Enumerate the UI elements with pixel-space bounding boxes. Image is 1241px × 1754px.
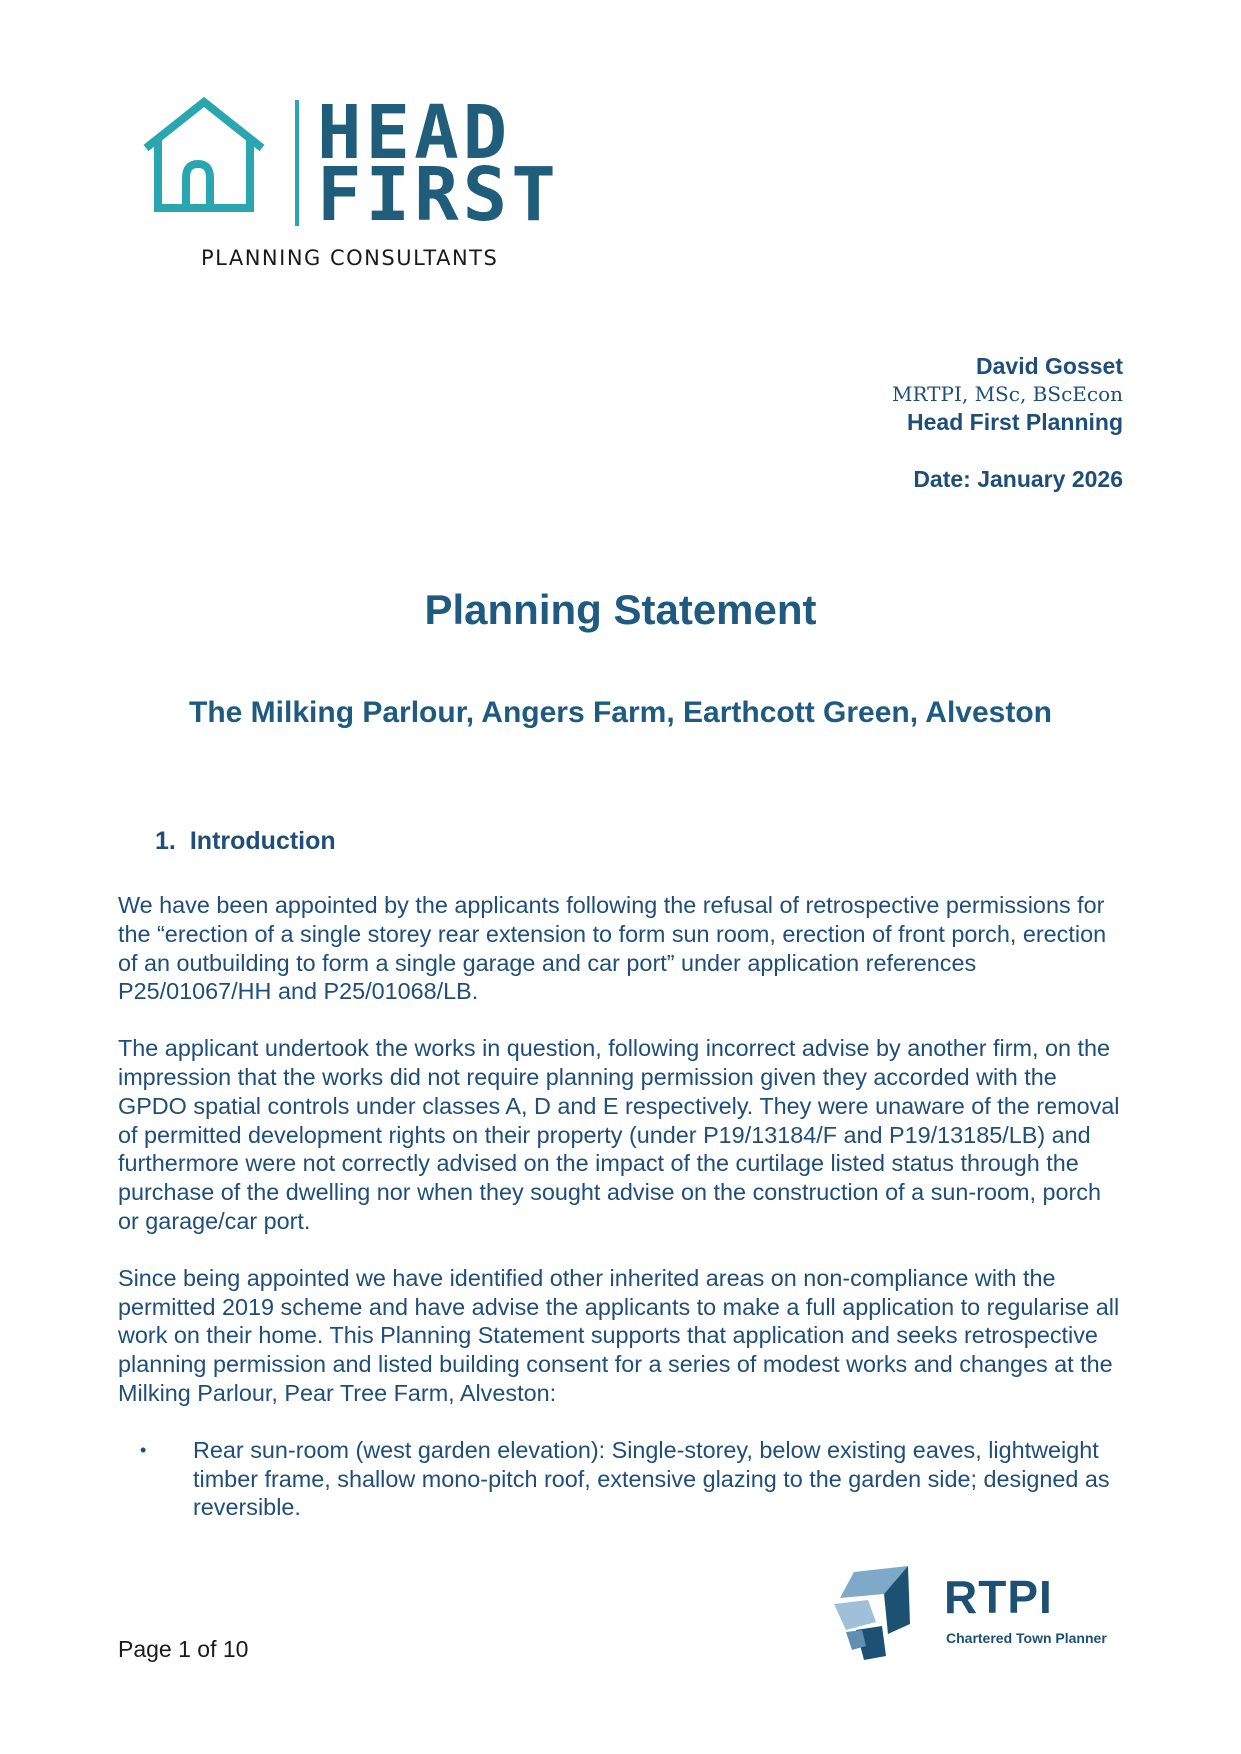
logo-divider bbox=[295, 100, 299, 226]
logo-word-first: FIRST bbox=[317, 152, 560, 238]
document-title: Planning Statement bbox=[424, 586, 817, 633]
paragraph: The applicant undertook the works in question, following incorrect advise by another firm, on the impression that the works did not require planning permission given they accorded with the GPDO spatial controls under classes A, D and E respectively. They were unaware of the removal of permitted development rights on their property (under P19/13184/F and P19/13185/LB) and furthermore were not correctly advised on the impact of the curtilage listed status through the purchase of the dwelling nor when they sought advise on the construction of a sun-room, porch or garage/car port. bbox=[118, 1035, 1120, 1234]
logo-tagline: PLANNING CONSULTANTS bbox=[201, 246, 499, 270]
rtpi-subtitle: Chartered Town Planner bbox=[946, 1630, 1107, 1646]
body-text bbox=[118, 891, 1128, 1522]
author-name: David Gosset bbox=[976, 353, 1123, 379]
rtpi-badge bbox=[826, 1560, 1126, 1670]
section-number: 1. bbox=[155, 827, 176, 855]
section-title: Introduction bbox=[189, 827, 336, 855]
author-qualifications: MRTPI, MSc, BScEcon bbox=[891, 382, 1123, 406]
list-item-text: Rear sun-room (west garden elevation): Single-storey, below existing eaves, lightweight timber frame, shallow mono-pitch roof, extensive glazing to the garden side; designed as reversible. bbox=[193, 1436, 1110, 1521]
rtpi-emblem-icon bbox=[826, 1560, 941, 1670]
house-icon bbox=[140, 96, 280, 216]
bullet-icon: • bbox=[140, 1439, 147, 1460]
author-block bbox=[892, 352, 1123, 493]
list-item bbox=[118, 1436, 1128, 1522]
author-firm: Head First Planning bbox=[907, 409, 1123, 435]
bullet-list bbox=[118, 1436, 1128, 1522]
section-heading bbox=[155, 827, 336, 856]
logo-word-head: HEAD bbox=[317, 90, 512, 176]
paragraph: We have been appointed by the applicants following the refusal of retrospective permissions for the “erection of a single storey rear extension to form sun room, erection of front porch, erection of an outbuilding to form a single garage and car port” under application references P25/01067/HH and P25/01068/LB. bbox=[118, 892, 1107, 1005]
head-first-logo bbox=[140, 90, 570, 286]
document-date: Date: January 2026 bbox=[913, 466, 1123, 492]
document-subtitle: The Milking Parlour, Angers Farm, Earthcott Green, Alveston bbox=[189, 696, 1052, 729]
paragraph: Since being appointed we have identified other inherited areas on non-compliance with the permitted 2019 scheme and have advise the applicants to make a full application to regularise all work on their home. This Planning Statement supports that application and seeks retrospective planning permission and listed building consent for a series of modest works and changes at the Milking Parlour, Pear Tree Farm, Alveston: bbox=[118, 1264, 1120, 1406]
page-number: Page 1 of 10 bbox=[118, 1636, 249, 1662]
rtpi-title: RTPI bbox=[944, 1571, 1053, 1623]
